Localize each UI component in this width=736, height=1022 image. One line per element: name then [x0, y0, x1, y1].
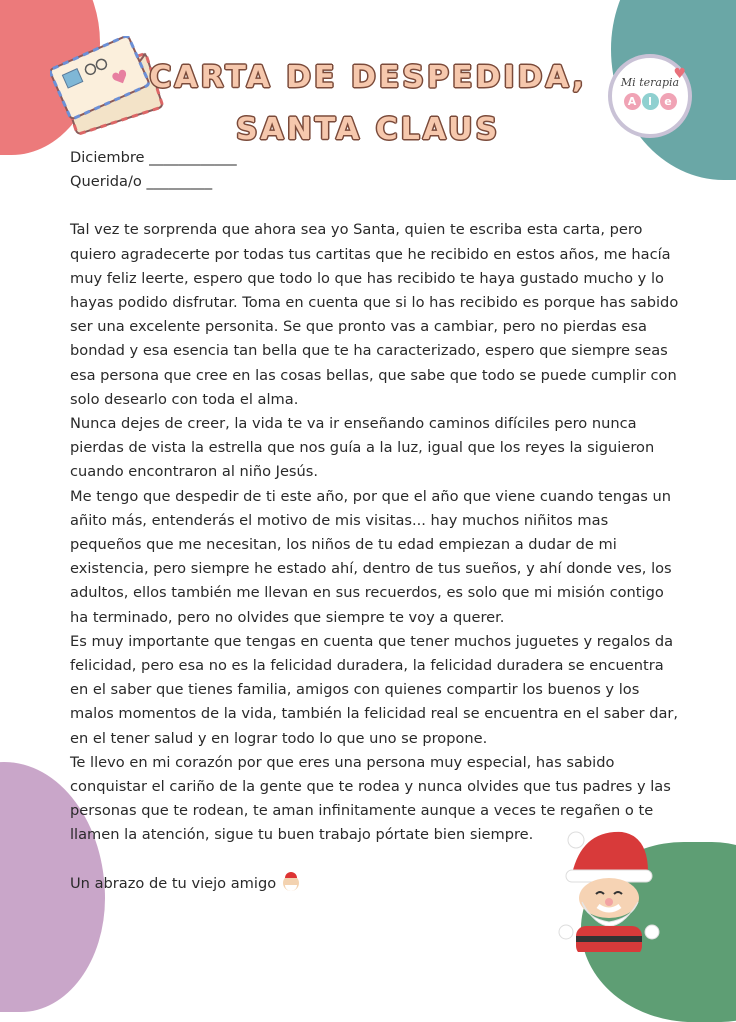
- brand-logo: [608, 54, 692, 138]
- greeting-line: Querida/o _________: [70, 173, 213, 191]
- paragraph-1: Tal vez te sorprenda que ahora sea yo Santa, quien te escriba esta carta, pero quiero agradecerte por todas tus cartitas que he recibido en estos años, me hacía muy feliz leerte, espero que todo lo que has recibido te haya gustado mucho y lo hayas podido disfrutar. Toma en cuenta que si lo has recibido es porque has sabido ser una excelente personita. Se que pronto vas a cambiar, pero no pierdas esa bondad y esa esencia tan bella que te ha caracterizado, espero que siempre seas esa persona que cree en las cosas bellas, que sabe que todo se puede cumplir con solo desearlo con toda el alma.: [70, 221, 679, 408]
- logo-letter: e: [660, 93, 677, 110]
- santa-emoji-icon: [283, 875, 299, 891]
- closing-text: Un abrazo de tu viejo amigo: [70, 874, 277, 892]
- letter-body: [70, 146, 680, 896]
- title-line-1: CARTA DE DESPEDIDA,: [149, 60, 587, 95]
- paragraph-4: Es muy importante que tengas en cuenta que tener muchos juguetes y regalos da felicidad, pero esa no es la felicidad duradera, la felicidad duradera se encuentra en el saber que tienes familia, amigos con quienes compartir los buenos y los malos momentos de la vida, también la felicidad real se encuentra en el saber dar, en el tener salud y en lograr todo lo que uno se propone.: [70, 632, 679, 747]
- paragraph-5: Te llevo en mi corazón por que eres una persona muy especial, has sabido conquistar el cariño de la gente que te rodea y nunca olvides que tus padres y las personas que te rodean, te aman infinitamente aunque a veces te regañen o te llamen la atención, sigue tu buen trabajo pórtate bien siempre.: [70, 753, 671, 844]
- paragraph-2: Nunca dejes de creer, la vida te va ir enseñando caminos difíciles pero nunca pierdas de vista la estrella que nos guía a la luz, igual que los reyes la siguieron cuando encontraron al niño Jesús.: [70, 415, 655, 481]
- date-line: Diciembre ____________: [70, 149, 237, 166]
- title-line-2: SANTA CLAUS: [235, 112, 501, 147]
- paragraph-3: Me tengo que despedir de ti este año, por que el año que viene cuando tengas un añito más, entenderás el motivo de mis visitas... hay muchos niñitos mas pequeños que me necesitan, los niños de tu edad empiezan a dudar de mi existencia, pero siempre he estado ahí, dentro de tus sueños, y ahí donde ves, los adultos, ellos también me llevan en sus recuerdos, es solo que mi misión contigo ha terminado, pero no olvides que siempre te voy a querer.: [70, 487, 672, 626]
- logo-letter: l: [642, 93, 659, 110]
- logo-letter: A: [624, 93, 641, 110]
- logo-text: Mi terapia: [620, 76, 680, 89]
- heart-icon: ♥: [673, 66, 686, 82]
- santa-illustration: [552, 822, 662, 952]
